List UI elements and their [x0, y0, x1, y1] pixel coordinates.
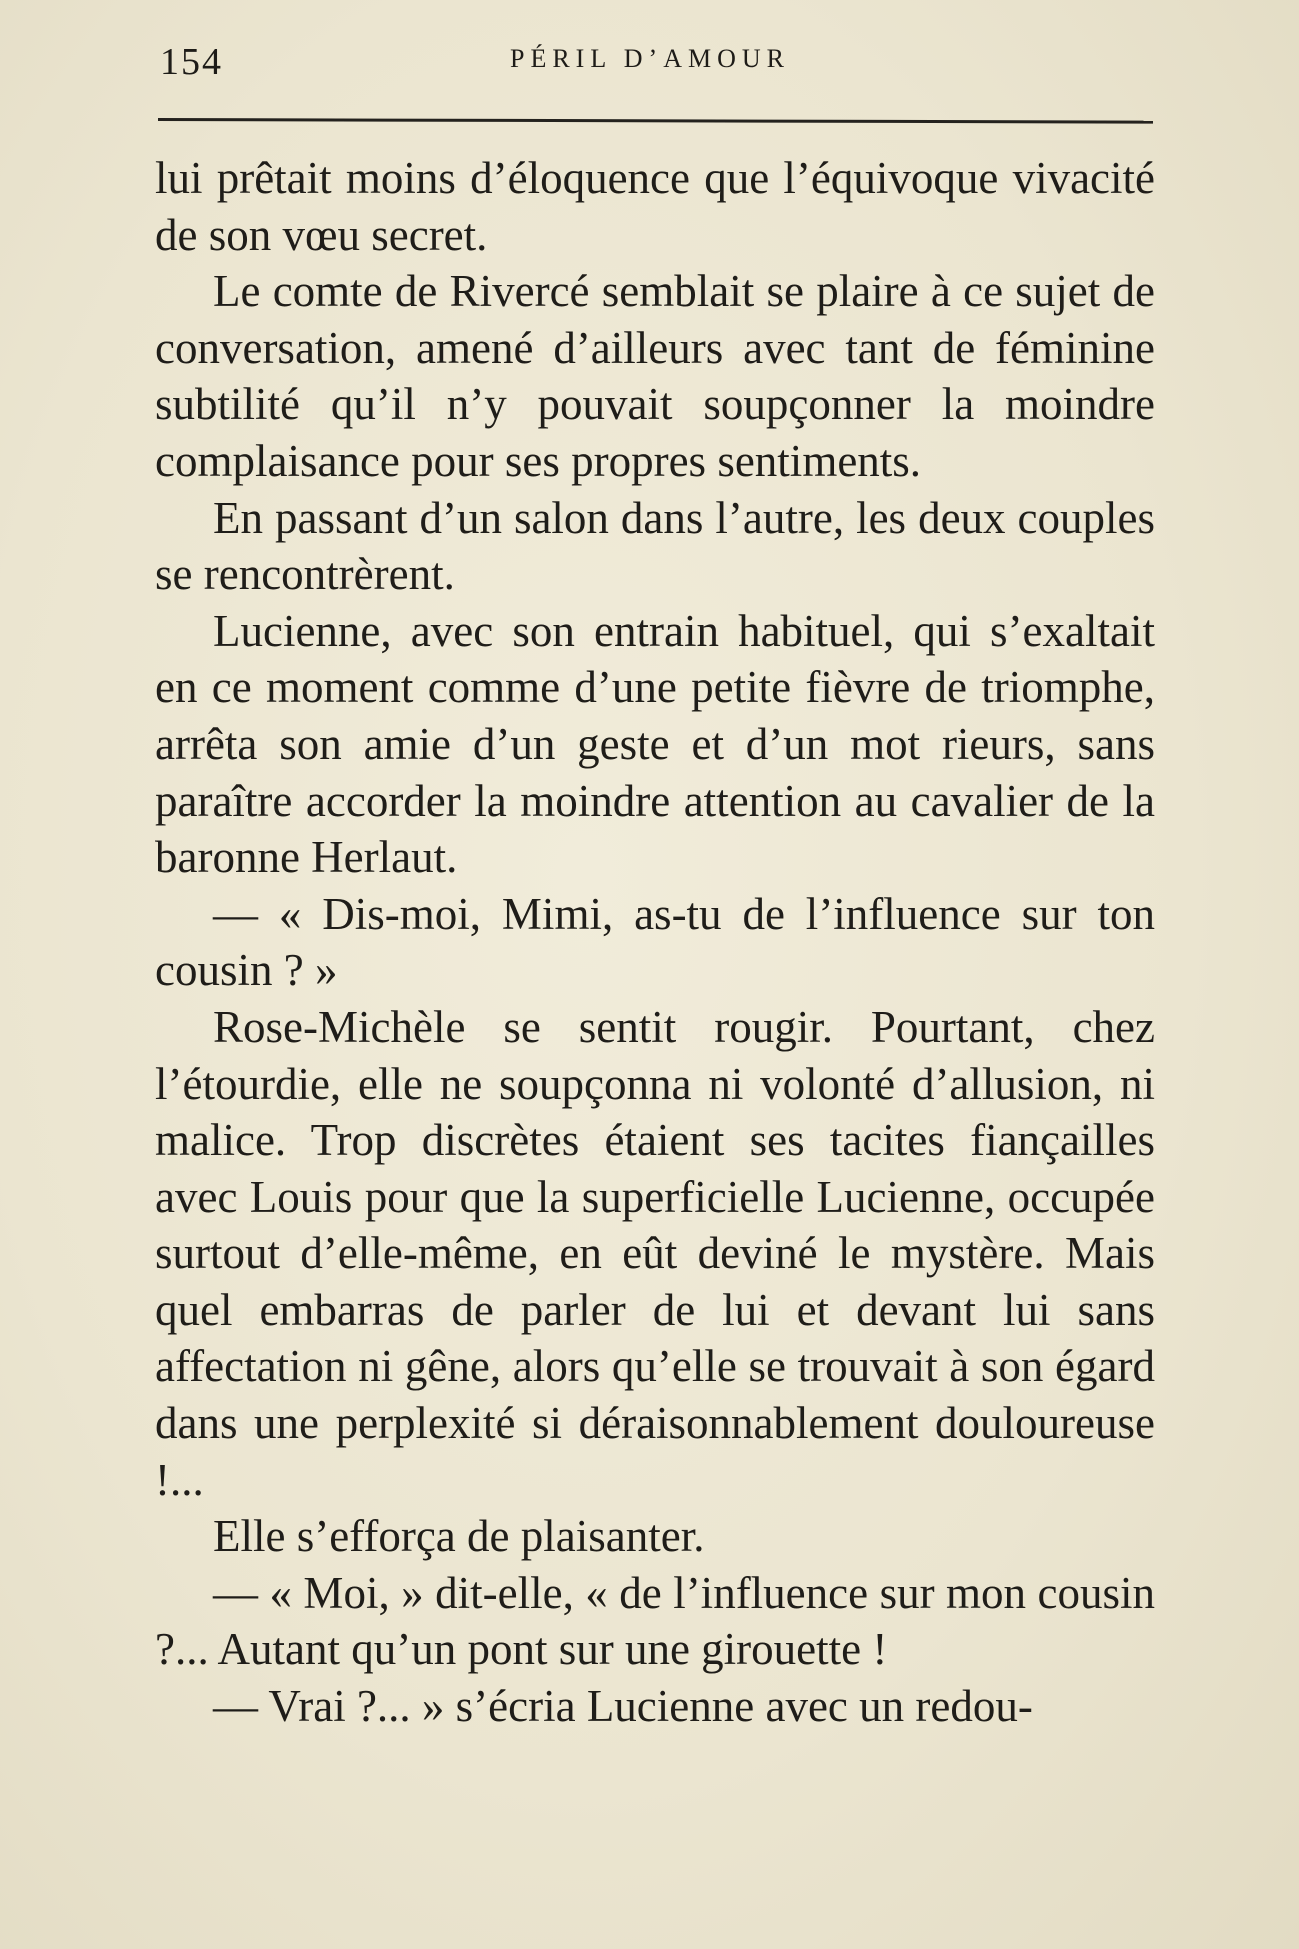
paragraph: Le comte de Rivercé semblait se plaire à ce sujet de conversation, amené d’ailleurs avec tant de féminine subtilité qu’il n’y pouvait soupçonner la moindre complaisance pour ses propres sentiments.	[155, 266, 1155, 486]
paragraph: En passant d’un salon dans l’autre, les deux couples se rencontrèrent.	[155, 492, 1155, 600]
paragraph: Elle s’efforça de plaisanter.	[213, 1511, 705, 1562]
body-text	[155, 150, 1155, 1735]
running-head	[160, 40, 1150, 100]
paragraph: — Vrai ?... » s’écria Lucienne avec un redou-	[213, 1681, 1033, 1732]
header-rule	[158, 118, 1153, 124]
paragraph: — « Dis-moi, Mimi, as-tu de l’influence sur ton cousin ? »	[155, 888, 1155, 996]
page-number: 154	[160, 41, 223, 83]
paragraph: Lucienne, avec son entrain habituel, qui s’exaltait en ce moment comme d’une petite fièvre de triomphe, arrêta son amie d’un geste et d’un mot rieurs, sans paraître accorder la moindre attention au cavalier de la baronne Herlaut.	[155, 605, 1155, 883]
running-title: PÉRIL D’AMOUR	[510, 44, 790, 73]
paragraph: Rose-Michèle se sentit rougir. Pourtant, chez l’étourdie, elle ne soupçonna ni volonté d’allusion, ni malice. Trop discrètes étaient ses tacites fiançailles avec Louis pour que la superficielle Lucienne, occupée surtout d’elle-même, en eût deviné le mystère. Mais quel embarras de parler de lui et devant lui sans affectation ni gêne, alors qu’elle se trouvait à son égard dans une perplexité si déraisonnablement douloureuse !...	[155, 1001, 1155, 1505]
paragraph: — « Moi, » dit-elle, « de l’influence sur mon cousin ?... Autant qu’un pont sur une girouette !	[155, 1567, 1155, 1675]
paragraph: lui prêtait moins d’éloquence que l’équivoque vivacité de son vœu secret.	[155, 153, 1155, 260]
